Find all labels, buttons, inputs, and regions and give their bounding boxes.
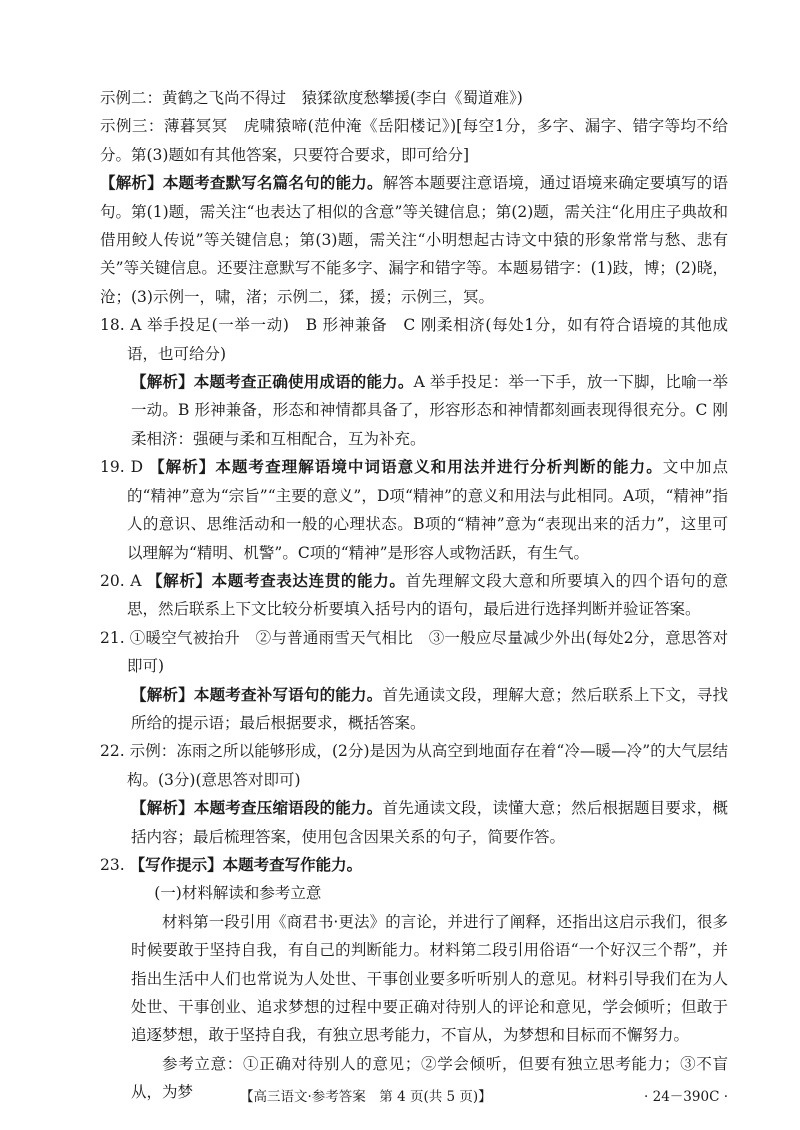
answer-content — [100, 84, 728, 1107]
analysis-text: A 举手投足：举一下手，放一下脚，比喻一举一动。B 形神兼备，形态和神情都具备了，形容形态和神情都刻画表现得很充分。C 刚柔相济：强硬与柔和互相配合，互为补充。 — [131, 373, 728, 448]
q18-answer: 18. A 举手投足(一举一动) B 形神兼备 C 刚柔相济(每处1分，如有符合语境的其他成语，也可给分) — [100, 316, 728, 363]
q20-answer — [100, 567, 728, 624]
footer-code: · 24－390C · — [644, 1089, 728, 1105]
q23-heading — [100, 851, 728, 879]
analysis-label: 【解析】本题考查默写名篇名句的能力。 — [100, 173, 383, 193]
q20-choice: 20. A — [100, 571, 148, 590]
q23-number: 23. — [100, 855, 130, 874]
q23-material-interpretation: 材料第一段引用《商君书·更法》的言论，并进行了阐释，还指出这启示我们，很多时候要敢于坚持自我，有自己的判断能力。材料第二段引用俗语“一个好汉三个帮”，并指出生活中人们也常说为人处世、干事创业要多听听别人的意见。材料引导我们在为人处世、干事创业、追求梦想的过程中要正确对待别人的评论和意见，学会倾听；但敢于追逐梦想，敢于坚持自我，有独立思考能力，不盲从，为梦想和目标而不懈努力。 — [131, 912, 728, 1045]
q19-choice: 19. D — [100, 458, 150, 477]
q17-analysis — [100, 169, 728, 311]
q21-answer: 21. ①暖空气被抬升 ②与普通雨雪天气相比 ③一般应尽量减少外出(每处2分，意思答对即可) — [100, 628, 728, 676]
page-footer — [100, 1085, 728, 1109]
q21-analysis — [100, 681, 728, 738]
example-three-line: 示例三：薄暮冥冥 虎啸猿啼(范仲淹《岳阳楼记》)[每空1分，多字、漏字、错字等均不给分。第(3)题如有其他答案，只要符合要求，即可给分] — [100, 117, 728, 164]
analysis-text: 首先理解文段大意和所要填入的四个语句的意思，然后联系上下文比较分析要填入括号内的语句，最后进行选择判断并验证答案。 — [127, 571, 728, 619]
analysis-label: 【解析】本题考查压缩语段的能力。 — [131, 798, 383, 818]
q18-analysis — [100, 368, 728, 453]
footer-page-info: 【高三语文·参考答案 第 4 页(共 5 页)】 — [240, 1089, 492, 1105]
analysis-text: 首先通读文段，理解大意；然后联系上下文，寻找所给的提示语；最后根据要求，概括答案。 — [131, 685, 728, 732]
q22-analysis — [100, 794, 728, 851]
writing-tip-label: 【写作提示】本题考查写作能力。 — [129, 854, 363, 874]
analysis-text: 文中加点的“精神”意为“宗旨”“主要的意义”，D项“精神”的意义和用法与此相同。A项，“精神”指人的意识、思维活动和一般的心理状态。B项的“精神”意为“表现出来的活力”，这里可以理解为“精明、机警”。C项的“精神”是形容人或物活跃，有生气。 — [127, 458, 728, 562]
analysis-label: 【解析】本题考查理解语境中词语意义和用法并进行分析判断的能力。 — [149, 457, 663, 477]
analysis-text: 首先通读文段，读懂大意；然后根据题目要求，概括内容；最后梳理答案，使用包含因果关系的句子，简要作答。 — [131, 799, 728, 846]
q22-answer: 22. 示例：冻雨之所以能够形成，(2分)是因为从高空到地面存在着“冷—暖—冷”的大气层结构。(3分)(意思答对即可) — [100, 742, 728, 789]
analysis-label: 【解析】本题考查表达连贯的能力。 — [147, 570, 406, 590]
q23-reference-ideas: 参考立意：①正确对待别人的意见；②学会倾听，但要有独立思考能力；③不盲从，为梦 — [131, 1054, 728, 1102]
q23-subheading: (一)材料解读和参考立意 — [154, 884, 322, 903]
analysis-label: 【解析】本题考查正确使用成语的能力。 — [131, 372, 414, 392]
analysis-label: 【解析】本题考查补写语句的能力。 — [131, 684, 383, 704]
analysis-text: 解答本题要注意语境，通过语境来确定要填写的语句。第(1)题，需关注“也表达了相似的含意”等关键信息；第(2)题，需关注“化用庄子典故和借用鲛人传说”等关键信息；第(3)题，需关注“小明想起古诗文中猿的形象常常与愁、悲有关”等关键信息。还要注意默写不能多字、漏字和错字等。本题易错字：(1)跂，博；(2)晓，沧；(3)示例一，啸，渚；示例二，猱，援；示例三，冥。 — [100, 174, 728, 306]
q19-answer — [100, 453, 728, 567]
example-two-line: 示例二：黄鹤之飞尚不得过 猿猱欲度愁攀援(李白《蜀道难》) — [100, 89, 523, 107]
